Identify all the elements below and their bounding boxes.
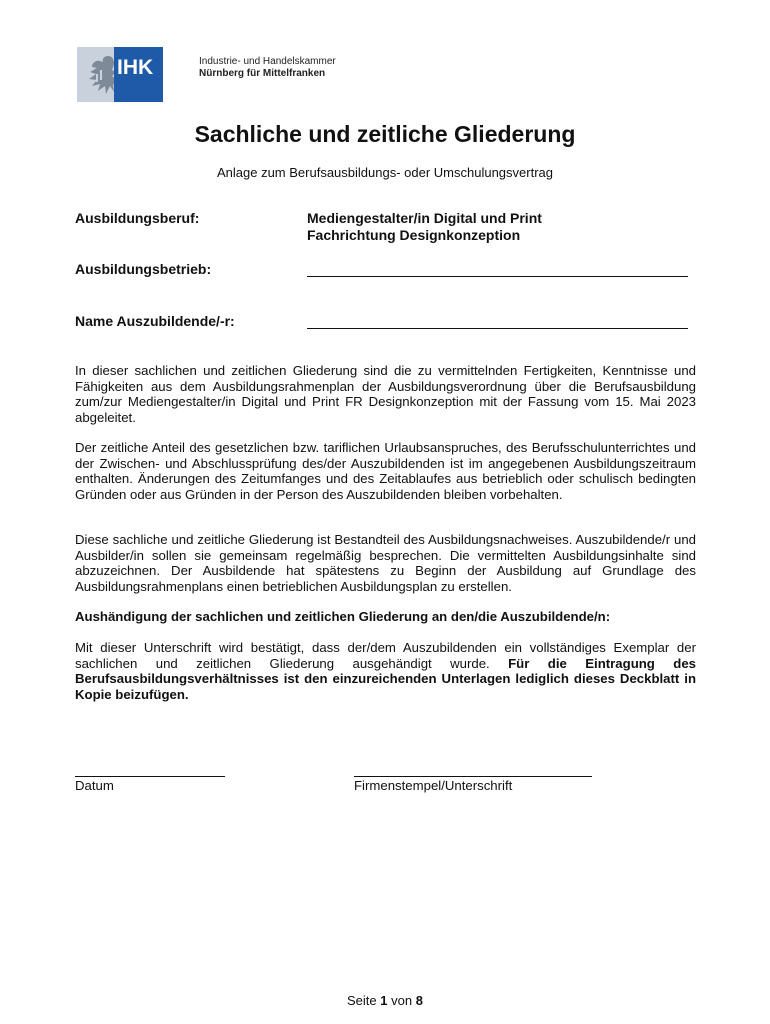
date-signature-line[interactable] [75,764,225,777]
handover-heading: Aushändigung der sachlichen und zeitlichen Gliederung an den/die Auszubildende/n: [75,609,611,624]
date-label: Datum [75,778,114,793]
confirmation-text: Mit dieser Unterschrift wird bestätigt, dass der/dem Auszubildenden ein vollständiges Exemplar der sachlichen und zeitlichen Gliederung ausgehändigt wurde. [75,640,696,671]
betrieb-label: Ausbildungsbetrieb: [75,261,212,277]
paragraph-confirmation [75,640,696,702]
confirmation-bold-text: Für die Eintragung des Berufsausbildungsverhältnisses ist den einzureichenden Unterlagen lediglich dieses Deckblatt in Kopie beizufügen. [75,655,697,702]
name-input-line[interactable] [307,313,688,329]
page-subtitle: Anlage zum Berufsausbildungs- oder Umschulungsvertrag [216,165,553,180]
paragraph-intro: In dieser sachlichen und zeitlichen Gliederung sind die zu vermittelnden Fertigkeiten, Kenntnisse und Fähigkeiten aus dem Ausbildungsrahmenplan der Ausbildungsverordnung über die Berufsausbildung zum/zur Mediengestalter/in Digital und Print FR Designkonzeption mit der Fassung vom 15. Mai 2023 abgeleitet. [75,363,696,425]
paragraph-training-record: Diese sachliche und zeitliche Gliederung ist Bestandteil des Ausbildungsnachweises. Auszubildende/r und Ausbilder/in sollen sie gemeinsam regelmäßig besprechen. Die vermittelten Ausbildungsinhalte sind abzuzeichnen. Der Ausbildende hat spätestens zu Beginn der Ausbildung auf Grundlage des Ausbildungsrahmenplans einen betrieblichen Ausbildungsplan zu erstellen. [75,532,696,594]
page-title: Sachliche und zeitliche Gliederung [194,121,576,147]
beruf-value [307,210,542,244]
ihk-logo-box [114,47,163,102]
paragraph-time-share: Der zeitliche Anteil des gesetzlichen bzw. tariflichen Urlaubsanspruches, des Berufsschulunterrichtes und der Zwischen- und Abschlussprüfung des/der Auszubildenden ist im angegebenen Ausbildungszeitraum enthalten. Änderungen des Zeitumfanges und des Zeitablaufes aus betrieblich oder schulisch bedingten Gründen oder aus Gründen in der Person des Auszubildenden bleiben vorbehalten. [75,440,696,502]
logo-text: IHK [117,56,154,79]
footer-prefix: Seite [347,993,377,1008]
stamp-signature-line[interactable] [354,764,592,777]
org-line2: Nürnberg für Mittelfranken [199,68,326,79]
betrieb-input-line[interactable] [307,261,688,277]
footer-total-pages: 8 [415,993,423,1008]
beruf-label: Ausbildungsberuf: [75,210,200,226]
beruf-value-line1: Mediengestalter/in Digital und Print [307,210,542,226]
beruf-value-line2: Fachrichtung Designkonzeption [307,227,521,243]
footer-page-number: 1 [380,993,388,1008]
footer-middle: von [391,993,413,1008]
org-name [199,56,336,80]
name-label: Name Auszubildende/-r: [75,313,235,329]
stamp-label: Firmenstempel/Unterschrift [354,778,513,793]
org-line1: Industrie- und Handelskammer [199,56,336,67]
page-footer [0,993,770,1008]
